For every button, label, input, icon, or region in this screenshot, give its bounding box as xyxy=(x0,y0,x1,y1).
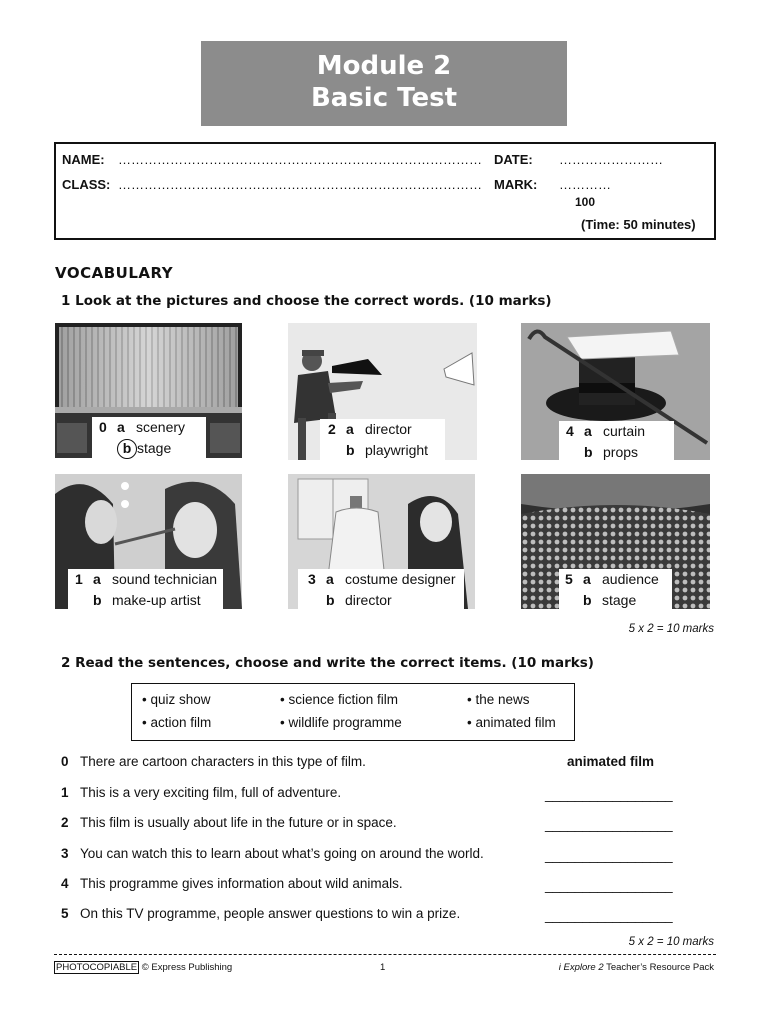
option-b-text[interactable]: playwright xyxy=(365,442,429,458)
sentence-text: You can watch this to learn about what’s going on around the world. xyxy=(80,846,484,861)
answer-line[interactable]: _________________ xyxy=(545,908,673,923)
mark-label: MARK: xyxy=(494,177,538,192)
sentence-number: 1 xyxy=(61,785,69,800)
option-box-5 xyxy=(559,569,672,610)
series-name: i Explore 2 xyxy=(558,962,604,973)
option-a-label: a xyxy=(93,571,101,587)
module-title: Module 2 xyxy=(316,51,452,81)
option-box-3 xyxy=(298,569,464,610)
option-box-4 xyxy=(559,421,674,462)
item-number: 2 xyxy=(328,421,336,437)
name-label: NAME: xyxy=(62,152,105,167)
option-a-text[interactable]: costume designer xyxy=(345,571,456,587)
time-note: (Time: 50 minutes) xyxy=(581,217,696,232)
option-b-text[interactable]: stage xyxy=(602,592,637,608)
sentence-text: This programme gives information about wild animals. xyxy=(80,876,403,891)
sentence-number: 4 xyxy=(61,876,69,891)
item-number: 4 xyxy=(566,423,574,439)
answer-line[interactable]: _________________ xyxy=(545,787,673,802)
item-number: 3 xyxy=(308,571,316,587)
class-label: CLASS: xyxy=(62,177,111,192)
sentence-text: There are cartoon characters in this type of film. xyxy=(80,754,366,769)
option-b-text[interactable]: director xyxy=(345,592,392,608)
option-b-text[interactable]: props xyxy=(603,444,639,460)
sentence-number: 5 xyxy=(61,906,69,921)
option-a-label: a xyxy=(117,419,125,435)
pack-name: Teacher’s Resource Pack xyxy=(606,962,714,973)
vocabulary-heading: VOCABULARY xyxy=(55,264,174,282)
option-box-2 xyxy=(320,419,445,460)
option-b-label: b xyxy=(326,592,335,608)
question-1-marks: 5 x 2 = 10 marks xyxy=(628,623,714,635)
sentence-text: On this TV programme, people answer questions to win a prize. xyxy=(80,906,461,921)
question-1-heading: 1 Look at the pictures and choose the correct words. (10 marks) xyxy=(61,293,552,309)
option-a-text[interactable]: sound technician xyxy=(112,571,218,587)
item-number: 1 xyxy=(75,571,83,587)
option-box-1 xyxy=(68,569,223,610)
footer-divider xyxy=(54,954,716,955)
word-bank-item: • quiz show xyxy=(142,692,211,707)
photocopiable-label: PHOTOCOPIABLE xyxy=(56,962,138,973)
option-a-label: a xyxy=(326,571,334,587)
sentence-row xyxy=(61,906,460,921)
name-field[interactable]: ………………………………………………………………………… xyxy=(118,152,482,167)
word-bank-box xyxy=(131,683,575,741)
option-a-label: a xyxy=(583,571,591,587)
word-bank-item: • wildlife programme xyxy=(280,715,402,730)
option-a-label: a xyxy=(584,423,592,439)
item-number: 0 xyxy=(99,419,107,435)
mark-total: 100 xyxy=(575,195,596,209)
footer-right xyxy=(559,962,714,973)
date-field[interactable]: …………………… xyxy=(559,152,663,167)
sentence-number: 2 xyxy=(61,815,69,830)
page-number: 1 xyxy=(380,962,386,973)
date-label: DATE: xyxy=(494,152,533,167)
sentence-row xyxy=(61,785,341,800)
example-answer: animated film xyxy=(567,754,655,769)
sentence-number: 0 xyxy=(61,754,69,769)
sentence-row xyxy=(61,876,403,891)
option-b-label: b xyxy=(346,442,355,458)
word-bank-item: • the news xyxy=(467,692,530,707)
option-b-label: b xyxy=(584,444,593,460)
title-banner xyxy=(201,41,567,126)
question-2-heading: 2 Read the sentences, choose and write the correct items. (10 marks) xyxy=(61,655,594,671)
sentence-row xyxy=(61,815,397,830)
option-box-0 xyxy=(92,417,206,458)
class-field[interactable]: ………………………………………………………………………… xyxy=(118,177,482,192)
sentence-row xyxy=(61,846,484,861)
test-title: Basic Test xyxy=(310,83,458,113)
option-a-text[interactable]: audience xyxy=(602,571,659,587)
mark-field[interactable]: ………… xyxy=(559,177,611,192)
option-a-text[interactable]: scenery xyxy=(136,419,186,435)
option-b-text[interactable]: make-up artist xyxy=(112,592,201,608)
option-b-text[interactable]: stage xyxy=(137,440,172,456)
question-2-marks: 5 x 2 = 10 marks xyxy=(628,936,714,948)
item-number: 5 xyxy=(565,571,573,587)
footer-left xyxy=(54,962,232,973)
sentence-text: This film is usually about life in the future or in space. xyxy=(80,815,397,830)
answer-line[interactable]: _________________ xyxy=(545,817,673,832)
word-bank-item: • animated film xyxy=(467,715,556,730)
option-b-label: b xyxy=(93,592,102,608)
sentence-row xyxy=(61,754,366,769)
student-info-box xyxy=(54,142,716,240)
selected-answer-circle[interactable]: b xyxy=(117,439,137,459)
option-a-text[interactable]: curtain xyxy=(603,423,646,439)
sentence-text: This is a very exciting film, full of adventure. xyxy=(80,785,342,800)
option-a-text[interactable]: director xyxy=(365,421,412,437)
sentence-number: 3 xyxy=(61,846,69,861)
answer-line[interactable]: _________________ xyxy=(545,848,673,863)
answer-line[interactable]: _________________ xyxy=(545,878,673,893)
option-a-label: a xyxy=(346,421,354,437)
word-bank-item: • science fiction film xyxy=(280,692,399,707)
publisher-label: © Express Publishing xyxy=(141,962,233,973)
option-b-label: b xyxy=(583,592,592,608)
word-bank-item: • action film xyxy=(142,715,212,730)
